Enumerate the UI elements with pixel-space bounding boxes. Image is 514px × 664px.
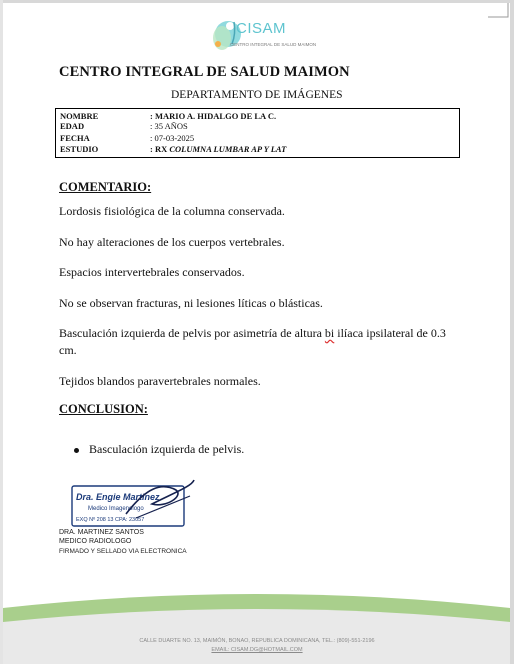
doctor-name: DRA. MARTINEZ SANTOS	[59, 529, 144, 536]
svg-text:EXQ Nº 208 13 CPA: 23057: EXQ Nº 208 13 CPA: 23057	[76, 517, 145, 523]
logo-subtitle: CENTRO INTEGRAL DE SALUD MAIMON	[230, 42, 317, 47]
bullet-icon	[74, 448, 79, 453]
svg-text:Medico Imagenologo: Medico Imagenologo	[88, 506, 144, 512]
date-label: FECHA	[60, 133, 90, 143]
doctor-role: MEDICO RADIOLOGO	[59, 538, 132, 545]
svg-text:Dra. Engie Martinez: Dra. Engie Martinez	[76, 492, 160, 502]
doctor-stamp-signature	[66, 478, 196, 532]
window-right-border	[510, 0, 514, 664]
window-left-border	[0, 0, 3, 664]
study-label: ESTUDIO	[60, 144, 99, 154]
date-value: : 07-03-2025	[150, 133, 195, 143]
window-top-border	[0, 0, 514, 3]
age-label: EDAD	[60, 121, 85, 131]
logo-wordmark: CISAM	[236, 20, 287, 37]
name-label: NOMBRE	[60, 111, 99, 121]
comment-line-5	[59, 325, 459, 359]
conclusion-heading: CONCLUSION:	[59, 402, 148, 416]
department-heading: DEPARTAMENTO DE IMÁGENES	[171, 89, 343, 101]
name-value: : MARIO A. HIDALGO DE LA C.	[150, 111, 277, 121]
age-value: : 35 AÑOS	[150, 121, 188, 131]
comment-line-4: No se observan fracturas, ni lesiones líticas o blásticas.	[59, 296, 323, 310]
study-prefix: : RX	[150, 144, 168, 154]
page-corner-icon	[488, 3, 510, 19]
footer-email-link[interactable]: EMAIL: CISAM.DG@HOTMAIL.COM	[211, 647, 303, 653]
document-title: CENTRO INTEGRAL DE SALUD MAIMON	[59, 64, 350, 80]
conclusion-item-1: Basculación izquierda de pelvis.	[89, 442, 245, 456]
basculation-text-1: Basculación izquierda de pelvis por asimetría de altura	[59, 326, 322, 340]
footer-address: CALLE DUARTE NO. 13, MAIMÓN, BONAO, REPUBLICA DOMINICANA, TEL.: (809)-551-2196	[139, 638, 375, 644]
comment-heading: COMENTARIO:	[59, 180, 152, 194]
comment-line-2: No hay alteraciones de los cuerpos vertebrales.	[59, 235, 285, 249]
study-value: COLUMNA LUMBAR AP Y LAT	[169, 144, 287, 154]
comment-line-3: Espacios intervertebrales conservados.	[59, 265, 245, 279]
comment-line-6: Tejidos blandos paravertebrales normales.	[59, 374, 261, 388]
doctor-name-block	[59, 528, 144, 546]
basculation-text-2: ilíaca ipsilateral de 0.3 cm.	[59, 326, 446, 357]
signature-note: FIRMADO Y SELLADO VIA ELECTRONICA	[59, 548, 187, 555]
comment-line-1: Lordosis fisiológica de la columna conservada.	[59, 204, 285, 218]
basculation-misspelled-word[interactable]: bi	[324, 326, 335, 340]
study-value-wrap	[150, 144, 450, 154]
patient-info-box	[55, 108, 460, 158]
